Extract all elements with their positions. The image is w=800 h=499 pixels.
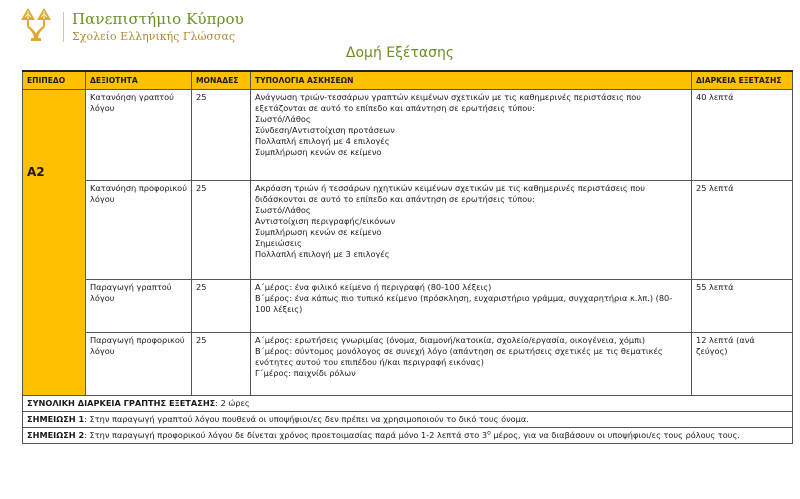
task-line: Πολλαπλή επιλογή με 4 επιλογές bbox=[255, 136, 390, 146]
tasks-cell bbox=[251, 181, 692, 280]
points-cell: 25 bbox=[192, 181, 251, 280]
note-1-row bbox=[23, 412, 793, 428]
tasks-cell bbox=[251, 333, 692, 396]
task-line: Α΄μέρος: ένα φιλικό κείμενο ή περιγραφή (80-100 λέξεις) bbox=[255, 282, 492, 292]
university-logo-icon bbox=[20, 8, 52, 42]
skill-cell: Παραγωγή γραπτού λόγου bbox=[86, 280, 192, 333]
task-line: Σωστό/Λάθος bbox=[255, 114, 311, 124]
table-row bbox=[23, 181, 793, 280]
task-line: Σύνδεση/Αντιστοίχιση προτάσεων bbox=[255, 125, 395, 135]
task-line: Σημειώσεις bbox=[255, 238, 302, 248]
task-line: Πολλαπλή επιλογή με 3 επιλογές bbox=[255, 249, 390, 259]
note-2-text: : Στην παραγωγή προφορικού λόγου δε δίνεται χρόνος προετοιμασίας παρά μόνο 1-2 λεπτά στο 3 bbox=[84, 430, 488, 440]
col-header-points: ΜΟΝΑΔΕΣ bbox=[192, 71, 251, 90]
note-2-row bbox=[23, 428, 793, 444]
task-line: Β΄μέρος: σύντομος μονόλογος σε συνεχή λόγο (απάντηση σε ερωτήσεις σχετικές με τις θεματικές ενότητες αυτού του επιπέδου ή/και περιγραφή εικόνας) bbox=[255, 346, 663, 367]
note-1-label: ΣΗΜΕΙΩΣΗ 1 bbox=[27, 414, 85, 424]
exam-structure-table bbox=[22, 70, 793, 444]
task-line: Γ΄μέρος: παιχνίδι ρόλων bbox=[255, 368, 356, 378]
school-name: Σχολείο Ελληνικής Γλώσσας bbox=[72, 30, 236, 43]
task-line: Α΄μέρος: ερωτήσεις γνωριμίας (όνομα, διαμονή/κατοικία, σχολείο/εργασία, οικογένεια, χόμπι) bbox=[255, 335, 646, 345]
task-line: Ανάγνωση τριών-τεσσάρων γραπτών κειμένων σχετικών με τις καθημερινές περιστάσεις που εξετάζονται σε αυτό το επίπεδο και απάντηση σε ερωτήσεις τύπου: bbox=[255, 92, 642, 113]
task-line: Αντιστοίχιση περιγραφής/εικόνων bbox=[255, 216, 396, 226]
table-header-row bbox=[23, 71, 793, 90]
duration-cell: 25 λεπτά bbox=[692, 181, 793, 280]
points-cell: 25 bbox=[192, 280, 251, 333]
col-header-skill: ΔΕΞΙΟΤΗΤΑ bbox=[86, 71, 192, 90]
tasks-cell bbox=[251, 90, 692, 181]
task-line: Β΄μέρος: ένα κάπως πιο τυπικό κείμενο (πρόσκληση, ευχαριστήριο γράμμα, συγχαρητήρια κ.λπ.) (80-100 λέξεις) bbox=[255, 293, 673, 314]
table-row bbox=[23, 280, 793, 333]
duration-cell: 12 λεπτά (ανά ζεύγος) bbox=[692, 333, 793, 396]
points-cell: 25 bbox=[192, 333, 251, 396]
table-row bbox=[23, 90, 793, 181]
tasks-cell bbox=[251, 280, 692, 333]
total-duration-value: : 2 ώρες bbox=[215, 398, 250, 408]
university-name: Πανεπιστήμιο Κύπρου bbox=[72, 10, 244, 28]
duration-cell: 40 λεπτά bbox=[692, 90, 793, 181]
task-line: Ακρόαση τριών ή τεσσάρων ηχητικών κειμένων σχετικών με τις καθημερινές περιστάσεις που διδάσκονται σε αυτό το επίπεδο και απάντηση σε ερωτήσεις τύπου: bbox=[255, 183, 646, 204]
table-row bbox=[23, 333, 793, 396]
task-line: Σωστό/Λάθος bbox=[255, 205, 311, 215]
note-2-label: ΣΗΜΕΙΩΣΗ 2 bbox=[27, 430, 85, 440]
note-2-text-end: μέρος, για να διαβάσουν οι υποψήφιοι/ες τους ρόλους τους. bbox=[490, 430, 740, 440]
col-header-duration: ΔΙΑΡΚΕΙΑ ΕΞΕΤΑΣΗΣ bbox=[692, 71, 793, 90]
duration-cell: 55 λεπτά bbox=[692, 280, 793, 333]
skill-cell: Κατανόηση γραπτού λόγου bbox=[86, 90, 192, 181]
task-line: Συμπλήρωση κενών σε κείμενο bbox=[255, 147, 382, 157]
logo-divider bbox=[63, 12, 64, 42]
skill-cell: Παραγωγή προφορικού λόγου bbox=[86, 333, 192, 396]
points-cell: 25 bbox=[192, 90, 251, 181]
page-title: Δομή Εξέτασης bbox=[345, 45, 455, 61]
level-cell bbox=[23, 90, 86, 396]
skill-cell: Κατανόηση προφορικού λόγου bbox=[86, 181, 192, 280]
note-2-superscript: ο bbox=[487, 429, 491, 437]
col-header-tasks: ΤΥΠΟΛΟΓΙΑ ΑΣΚΗΣΕΩΝ bbox=[251, 71, 692, 90]
note-1-text: : Στην παραγωγή γραπτού λόγου πουθενά οι υποψήφιοι/ες δεν πρέπει να χρησιμοποιούν το δικό τους όνομα. bbox=[84, 414, 529, 424]
level-label: Α2 bbox=[27, 165, 45, 179]
total-duration-row bbox=[23, 396, 793, 412]
total-duration-label: ΣΥΝΟΛΙΚΗ ΔΙΑΡΚΕΙΑ ΓΡΑΠΤΗΣ ΕΞΕΤΑΣΗΣ bbox=[27, 398, 216, 408]
col-header-level: ΕΠΙΠΕΔΟ bbox=[23, 71, 86, 90]
task-line: Συμπλήρωση κενών σε κείμενο bbox=[255, 227, 382, 237]
